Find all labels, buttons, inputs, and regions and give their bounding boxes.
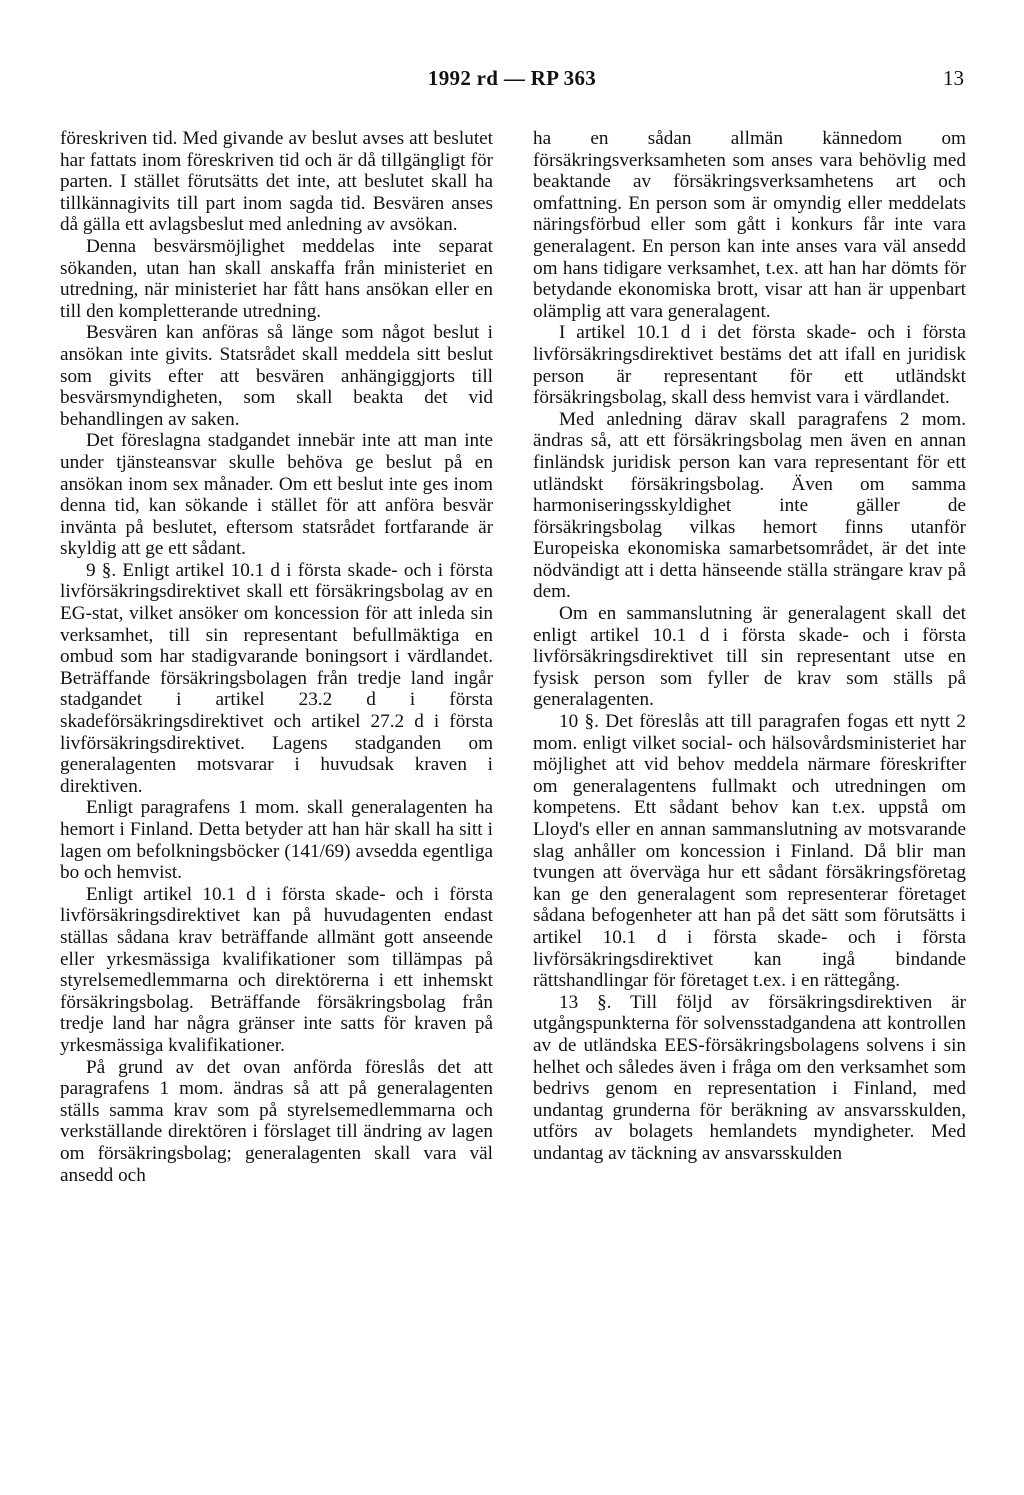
paragraph: Det föreslagna stadgandet innebär inte att man inte under tjänsteansvar skulle behöva ge beslut på en ansökan inom sex månader. Om ett beslut inte ges inom denna tid, kan sökande i stället för att anföra besvär invänta på beslutet, eftersom statsrådet fortfarande är skyldig att ge ett sådant. bbox=[60, 430, 493, 560]
right-column bbox=[533, 128, 966, 1186]
paragraph: Denna besvärsmöjlighet meddelas inte separat sökanden, utan han skall anskaffa från ministeriet en utredning, när ministeriet har fått hans ansökan eller en till den kompletterande utredning. bbox=[60, 235, 493, 322]
paragraph: Om en sammanslutning är generalagent skall det enligt artikel 10.1 d i första skade- och i första livförsäkringsdirektivet till sin representant utse en fysisk person som fyller de krav som ställs på generalagenten. bbox=[533, 603, 966, 711]
paragraph: 10 §. Det föreslås att till paragrafen fogas ett nytt 2 mom. enligt vilket social- och hälsovårdsministeriet har möjlighet att vid behov meddela närmare föreskrifter om generalagentens fullmakt och utredningen om kompetens. Ett sådant behov kan t.ex. uppstå om Lloyd's eller en annan sammanslutning av motsvarande slag anhåller om koncession i Finland. Då blir man tvungen att överväga hur ett sådant försäkringsföretag kan ge den generalagent som representerar företaget sådana befogenheter att han på det sätt som förutsätts i artikel 10.1 d i första skade- och i första livförsäkringsdirektivet kan ingå bindande rättshandlingar för företaget t.ex. i en rättegång. bbox=[533, 711, 966, 992]
paragraph: föreskriven tid. Med givande av beslut avses att beslutet har fattats inom föreskriven tid och är då tillgängligt för parten. I stället förutsätts det inte, att beslutet skall ha tillkännagivits till part inom sagda tid. Besvären anses då gälla ett avlagsbeslut med anledning av avsökan. bbox=[60, 128, 493, 236]
page-header bbox=[0, 66, 1024, 96]
paragraph: Med anledning därav skall paragrafens 2 mom. ändras så, att ett försäkringsbolag men även en annan finländsk juridisk person kan vara representant för ett utländskt försäkringsbolag. Även om samma harmoniseringsskyldighet inte gäller de försäkringsbolag vilkas hemort finns utanför Europeiska ekonomiska samarbetsområdet, är det inte nödvändigt att i detta hänseende ställa strängare krav på dem. bbox=[533, 408, 966, 603]
paragraph: ha en sådan allmän kännedom om försäkringsverksamheten som anses vara behövlig med beaktande av försäkringsverksamhetens art och omfattning. En person som är omyndig eller meddelats näringsförbud eller som gått i konkurs får inte vara generalagent. En person kan inte anses vara väl ansedd om hans tidigare verksamhet, t.ex. att han har dömts för betydande ekonomiska brott, visar att han är uppenbart olämplig att vara generalagent. bbox=[533, 128, 966, 322]
paragraph: Besvären kan anföras så länge som något beslut i ansökan inte givits. Statsrådet skall meddela sitt beslut som givits efter att besvären anhängiggjorts till besvärsmyndigheten, som skall beakta det vid behandlingen av saken. bbox=[60, 322, 493, 430]
text-columns bbox=[60, 128, 966, 1186]
paragraph: Enligt paragrafens 1 mom. skall generalagenten ha hemort i Finland. Detta betyder att han här skall ha sitt i lagen om befolkningsböcker (141/69) avsedda egentliga bo och hemvist. bbox=[60, 797, 493, 884]
paragraph: I artikel 10.1 d i det första skade- och i första livförsäkringsdirektivet bestäms det att ifall en juridisk person är representant för ett utländskt försäkringsbolag, skall dess hemvist vara i värdlandet. bbox=[533, 322, 966, 409]
paragraph: Enligt artikel 10.1 d i första skade- och i första livförsäkringsdirektivet kan på huvudagenten endast ställas sådana krav beträffande allmänt gott anseende eller yrkesmässiga kvalifikationer som tillämpas på styrelsemedlemmarna och direktörerna i ett inhemskt försäkringsbolag. Beträffande försäkringsbolag från tredje land har några gränser inte satts för kraven på yrkesmässiga kvalifikationer. bbox=[60, 883, 493, 1056]
paragraph: 13 §. Till följd av försäkringsdirektiven är utgångspunkterna för solvensstadgandena att kontrollen av de utländska EES-försäkringsbolagens solvens i sin helhet och således även i fråga om den verksamhet som bedrivs genom en representation i Finland, med undantag grunderna för beräkning av ansvarsskulden, utförs av bolagets hemlandets myndigheter. Med undantag av täckning av ansvarsskulden bbox=[533, 991, 966, 1164]
paragraph: 9 §. Enligt artikel 10.1 d i första skade- och i första livförsäkringsdirektivet skall ett försäkringsbolag av en EG-stat, vilket ansöker om koncession för att inleda sin verksamhet, till sin representant befullmäktiga en ombud som har stadigvarande boningsort i värdlandet. Beträffande försäkringsbolagen från tredje land ingår stadgandet i artikel 23.2 d i första skadeförsäkringsdirektivet och artikel 27.2 d i första livförsäkringsdirektivet. Lagens stadganden om generalagenten motsvarar i huvudsak kraven i direktiven. bbox=[60, 559, 493, 797]
page-number: 13 bbox=[943, 66, 964, 90]
paragraph: På grund av det ovan anförda föreslås det att paragrafens 1 mom. ändras så att på generalagenten ställs samma krav som på styrelsemedlemmarna och verkställande direktören i förslaget till ändring av lagen om försäkringsbolag; generalagenten skall vara väl ansedd och bbox=[60, 1056, 493, 1186]
left-column bbox=[60, 128, 493, 1186]
running-title: 1992 rd — RP 363 bbox=[427, 66, 597, 90]
